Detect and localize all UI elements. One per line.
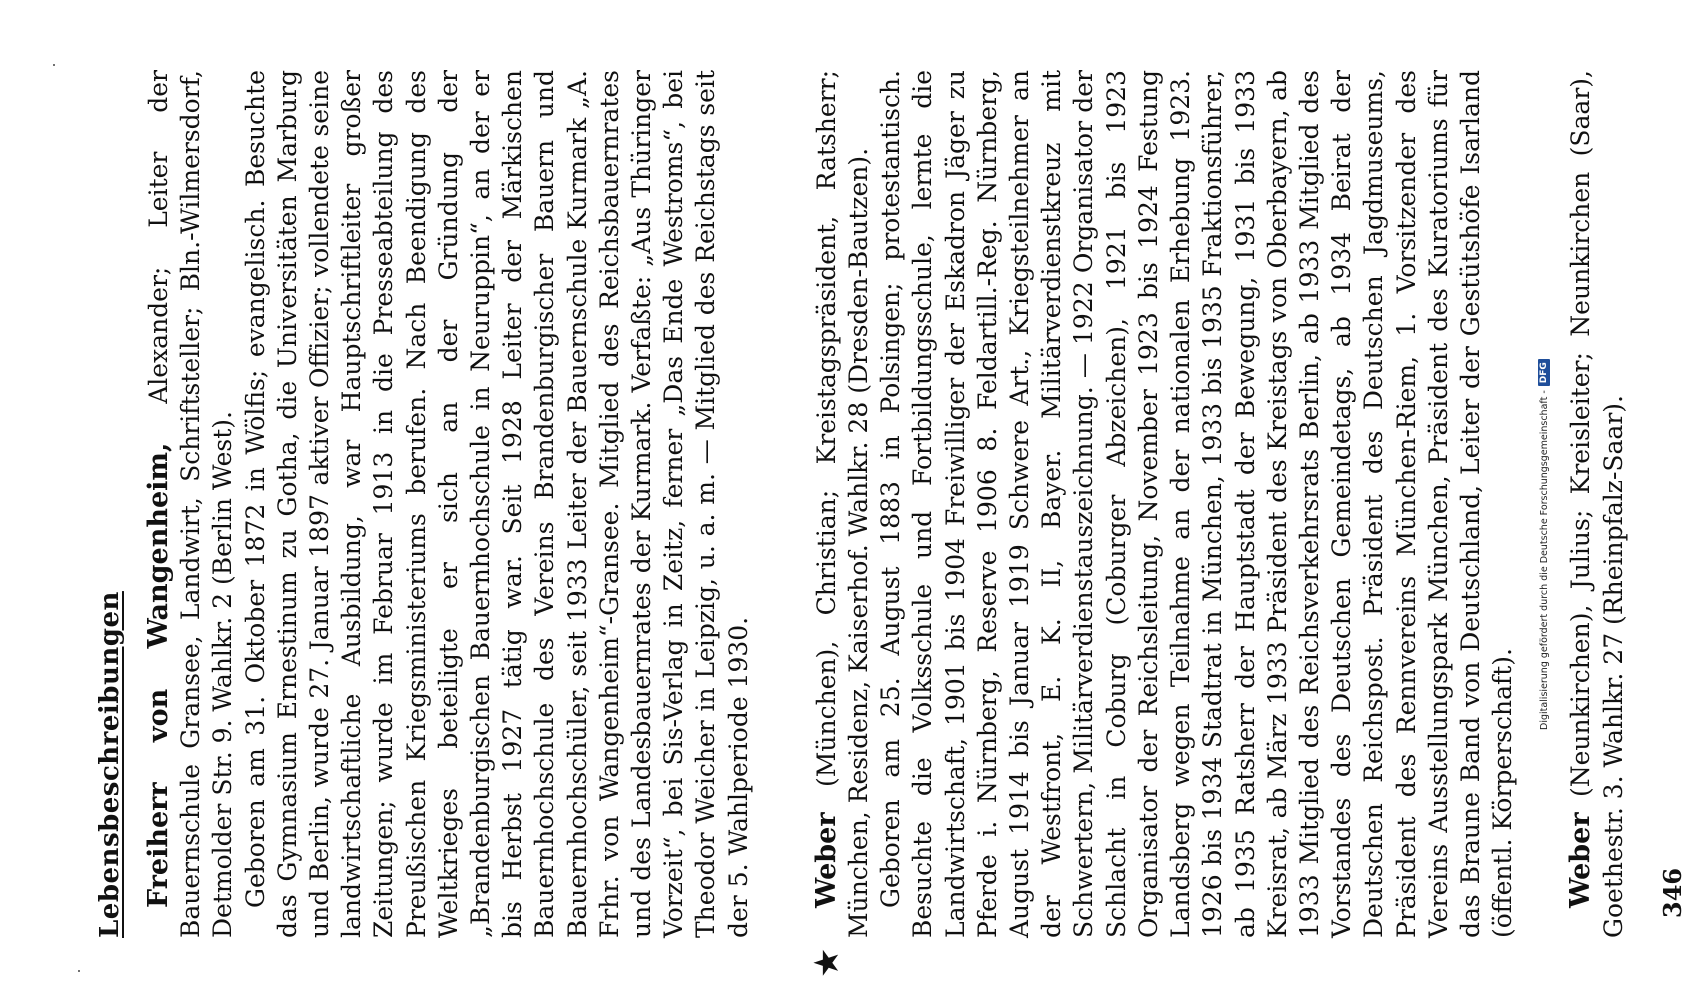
- funding-notice-text: Digitalisierung gefördert durch die Deutsche Forschungsgemeinschaft -: [1538, 390, 1550, 730]
- entry-name: Weber: [810, 812, 842, 908]
- page-number: 346: [1657, 867, 1687, 918]
- entry-head-text: (Neunkirchen), Julius; Kreisleiter; Neunkirchen (Saar), Goethestr. 3. Wahlkr. 27 (Rheinpfalz-Saar).: [1566, 70, 1628, 938]
- entry-heading: [1565, 70, 1629, 938]
- entry-body: Geboren am 25. August 1883 in Polsingen; protestantisch. Besuchte die Volksschule und Fortbildungsschule, lernte die Landwirtschaft, 1901 bis 1904 Freiwilliger der Eskadron Jäger zu Pferde i. Nürnberg, Reserve 1906 8. Feldartill.-Reg. Nürnberg, August 1914 bis Januar 1919 Schwere Art., Kriegsteilnehmer an der Westfront, E. K. II, Bayer. Militärverdienstkreuz mit Schwertern, Militärverdienstauszeichnung. — 1922 Organisator der Schlacht in Coburg (Coburger Abzeichen), 1921 bis 1923 Organisator der Reichsleitung, November 1923 bis 1924 Festung Landsberg wegen Teilnahme an der nationalen Erhebung 1923. 1926 bis 1934 Stadtrat in München, 1933 bis 1935 Fraktionsführer, ab 1935 Ratsherr der Hauptstadt der Bewegung, 1931 bis 1933 Kreisrat, ab März 1933 Präsident des Kreistags von Oberbayern, ab 1933 Mitglied des Reichsverkehrsrats Berlin, ab 1933 Mitglied des Vorstandes des Deutschen Gemeindetags, ab 1934 Beirat der Deutschen Reichspost. Präsident des Deutschen Jagdmuseums, Präsident des Rennvereins München-Riem, 1. Vorsitzender des Vereins Ausstellungspark München, Präsident des Kuratoriums für das Braune Band von Deutschland, Leiter der Gestütshöfe Isarland (öffentl. Körperschaft).: [876, 70, 1518, 938]
- scan-speck: [53, 64, 55, 66]
- entry-head-text: (München), Christian; Kreistagspräsident, Ratsherr; München, Residenz, Kaiserhof. Wahlkr. 28 (Dresden-Bautzen).: [811, 70, 874, 938]
- entry-name: Freiherr von Wangenheim,: [143, 442, 174, 908]
- biography-entry-wangenheim: [143, 70, 755, 938]
- scan-speck: [78, 970, 80, 972]
- running-head: Lebensbeschreibungen: [95, 591, 125, 938]
- star-marker-icon: ★: [806, 947, 847, 978]
- entry-name: Weber: [1565, 812, 1597, 908]
- dfg-logo-icon: DFG: [1538, 359, 1550, 386]
- biography-entry-weber-neunkirchen: [1565, 70, 1629, 938]
- entry-body: Geboren am 31. Oktober 1872 in Wölfis; evangelisch. Besuchte das Gymnasium Ernestinum zu Gotha, die Universitäten Marburg und Berlin, wurde 27. Januar 1897 aktiver Offizier; vollendete seine landwirtschaftliche Ausbildung, war Hauptschriftleiter großer Zeitungen; wurde im Februar 1913 in die Presseabteilung des Preußischen Kriegsministeriums berufen. Nach Beendigung des Weltkrieges beteiligte er sich an der Gründung der „Brandenburgischen Bauernhochschule in Neuruppin“, an der er bis Herbst 1927 tätig war. Seit 1928 Leiter der Märkischen Bauernhochschule des Vereins Brandenburgischer Bauern und Bauernhochschüler, seit 1933 Leiter der Bauernschule Kurmark „A. Frhr. von Wangenheim“-Gransee. Mitglied des Reichsbauernrates und des Landesbauernrates der Kurmark. Verfaßte: „Aus Thüringer Vorzeit“, bei Sis-Verlag in Zeitz, ferner „Das Ende Westroms“, bei Theodor Weicher in Leipzig, u. a. m. — Mitglied des Reichstags seit der 5. Wahlperiode 1930.: [240, 70, 753, 938]
- entry-heading: [143, 70, 240, 938]
- entry-heading: [811, 70, 875, 938]
- entry-head-text: Alexander; Leiter der Bauernschule Gransee, Landwirt, Schriftsteller; Bln.-Wilmersdorf, Detmolder Str. 9. Wahlkr. 2 (Berlin West).: [144, 70, 238, 938]
- biography-entry-weber-muenchen: [806, 70, 1519, 978]
